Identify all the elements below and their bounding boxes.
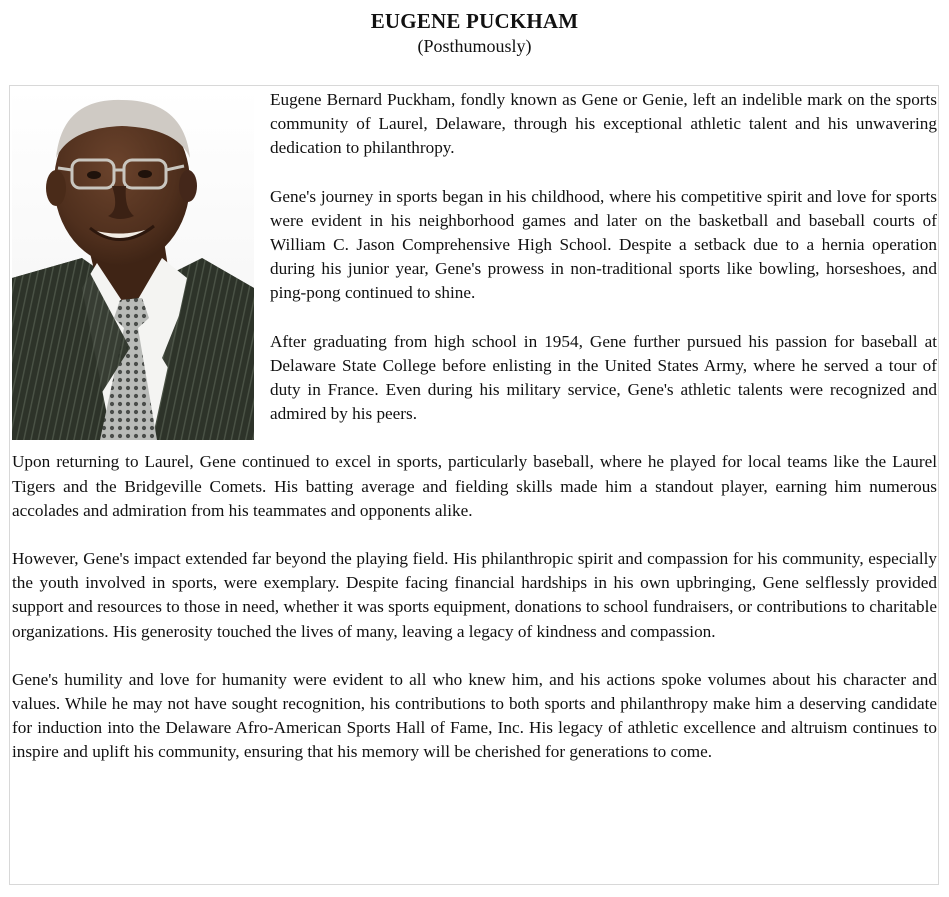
page-subtitle: (Posthumously) xyxy=(417,36,532,56)
paragraph-5: However, Gene's impact extended far beyond the playing field. His philanthropic spirit and compassion for his community, especially the youth involved in sports, were exemplary. Despite facing financial hardships in his own upbringing, Gene selflessly provided support and resources to those in need, whether it was sports equipment, donations to school fundraisers, or contributions to charitable organizations. His generosity touched the lives of many, leaving a legacy of kindness and compassion. xyxy=(12,549,937,641)
paragraph-1: Eugene Bernard Puckham, fondly known as Gene or Genie, left an indelible mark on the sports community of Laurel, Delaware, through his exceptional athletic talent and his unwavering dedication to philanthropy. xyxy=(270,90,937,158)
paragraph-2: Gene's journey in sports began in his childhood, where his competitive spirit and love for sports were evident in his neighborhood games and later on the basketball and baseball courts of William C. Jason Comprehensive High School. Despite a setback due to a hernia operation during his junior year, Gene's prowess in non-traditional sports like bowling, horseshoes, and ping-pong continued to shine. xyxy=(270,186,937,303)
page-title: EUGENE PUCKHAM xyxy=(370,9,579,33)
paragraph-6: Gene's humility and love for humanity were evident to all who knew him, and his actions spoke volumes about his character and values. While he may not have sought recognition, his contributions to both sports and philanthropy make him a deserving candidate for induction into the Delaware Afro-American Sports Hall of Fame, Inc. His legacy of athletic excellence and altruism continues to inspire and uplift his community, ensuring that his memory will be cherished for generations to come. xyxy=(12,669,937,762)
paragraph-4: Upon returning to Laurel, Gene continued to excel in sports, particularly baseball, where he played for local teams like the Laurel Tigers and the Bridgeville Comets. His batting average and fielding skills made him a standout player, earning him numerous accolades and admiration from his teammates and opponents alike. xyxy=(12,452,937,520)
portrait-photo xyxy=(12,88,254,440)
page-header xyxy=(0,8,949,58)
paragraph-3: After graduating from high school in 1954, Gene further pursued his passion for baseball at Delaware State College before enlisting in the United States Army, where he served a tour of duty in France. Even during his military service, Gene's athletic talents were recognized and admired by his peers. xyxy=(270,331,937,424)
portrait-photo-icon xyxy=(12,88,254,440)
biography-content xyxy=(12,88,937,765)
